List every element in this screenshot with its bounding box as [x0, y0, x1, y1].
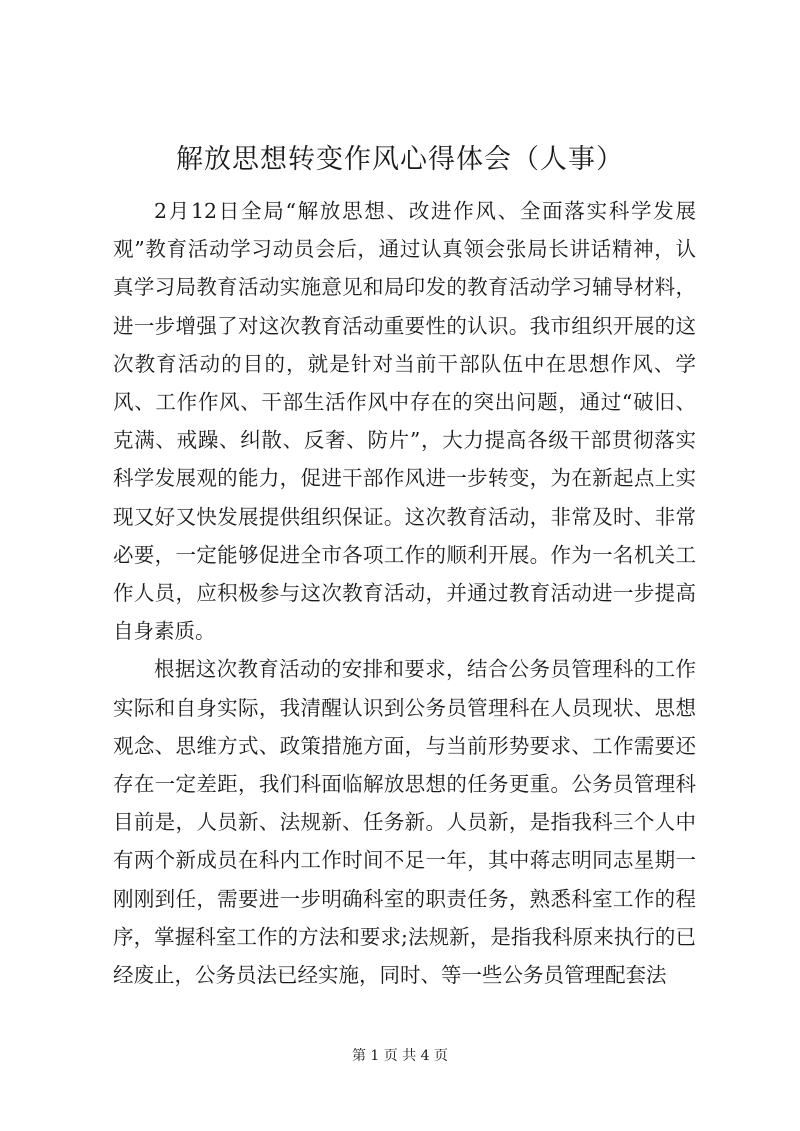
document-title: 解放思想转变作风心得体会（人事） [176, 144, 624, 175]
page-number-footer: 第 1 页 共 4 页 [351, 1048, 449, 1064]
document-body [113, 192, 696, 994]
paragraph-1: 2月12日全局“解放思想、改进作风、全面落实科学发展观”教育活动学习动员会后，通过认真领会张局长讲话精神，认真学习局教育活动实施意见和局印发的教育活动学习辅导材料，进一步增强了对这次教育活动重要性的认识。我市组织开展的这次教育活动的目的，就是针对当前干部队伍中在思想作风、学风、工作作风、干部生活作风中存在的突出问题，通过“破旧、克满、戒躁、纠散、反奢、防片”，大力提高各级干部贯彻落实科学发展观的能力，促进干部作风进一步转变，为在新起点上实现又好又快发展提供组织保证。这次教育活动，非常及时、非常必要，一定能够促进全市各项工作的顺利开展。作为一名机关工作人员，应积极参与这次教育活动，并通过教育活动进一步提高自身素质。 [113, 199, 696, 644]
paragraph-2: 根据这次教育活动的安排和要求，结合公务员管理科的工作实际和自身实际，我清醒认识到公务员管理科在人员现状、思想观念、思维方式、政策措施方面，与当前形势要求、工作需要还存在一定差距，我们科面临解放思想的任务更重。公务员管理科目前是，人员新、法规新、任务新。人员新，是指我科三个人中有两个新成员在科内工作时间不足一年，其中蒋志明同志星期一刚刚到任，需要进一步明确科室的职责任务，熟悉科室工作的程序，掌握科室工作的方法和要求;法规新，是指我科原来执行的已经废止，公务员法已经实施，同时、等一些公务员管理配套法 [113, 657, 696, 988]
